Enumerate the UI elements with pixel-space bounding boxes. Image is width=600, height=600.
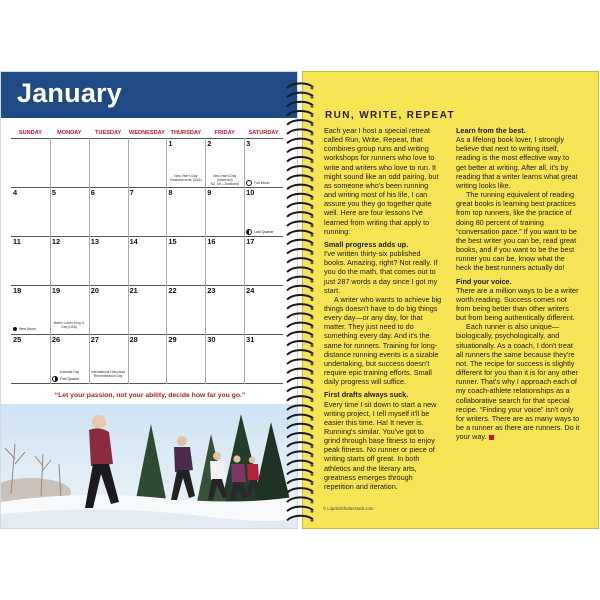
weekday-header: TUESDAY: [95, 130, 122, 136]
holiday-label: International Holocaust Remembrance Day: [91, 370, 125, 378]
binding-hole: [311, 225, 314, 228]
spiral-coil: [287, 231, 313, 236]
binding-hole: [311, 188, 314, 191]
binding-hole: [311, 123, 314, 126]
day-number[interactable]: 3: [246, 139, 251, 148]
spiral-coil: [287, 185, 313, 190]
moon-phase-label: First Quarter: [59, 377, 80, 381]
day-number[interactable]: 7: [129, 188, 134, 197]
weekday-header: MONDAY: [57, 130, 82, 136]
spiral-coil: [287, 470, 313, 475]
binding-hole: [311, 436, 314, 439]
month-title: January: [17, 78, 122, 108]
day-number[interactable]: 31: [246, 335, 255, 344]
end-mark-icon: [489, 435, 494, 440]
binding-hole: [311, 363, 314, 366]
binding-hole: [311, 215, 314, 218]
binding-hole: [311, 307, 314, 310]
binding-hole: [311, 445, 314, 448]
binding-hole: [311, 142, 314, 145]
spiral-coil: [287, 378, 313, 383]
day-number[interactable]: 2: [207, 139, 212, 148]
day-number[interactable]: 14: [129, 237, 138, 246]
binding-hole: [311, 482, 314, 485]
grid-line: [11, 383, 283, 384]
day-number[interactable]: 12: [51, 237, 61, 246]
section-paragraph-text: Each runner is also unique—biologically, psychologically, and situationally. As a coach, I don't treat all runners the same because they're not. The recipe for success is slightly different for you than it is for any other runner. That's why I approach each of my coach-athlete relationships as a collaborative search for that special recipe. “Finding your voice” isn't only for writers. There are as many ways to be a runner as there are runners. Do it your way.: [456, 322, 580, 442]
spiral-coil: [287, 129, 313, 134]
binding-hole: [311, 133, 314, 136]
day-number[interactable]: 23: [207, 286, 216, 295]
weekday-header: SATURDAY: [248, 130, 279, 136]
section-paragraph: I've written thirty-six published books. Amazing, right? Not really. If you do the math, that comes out to just 287 words a day since I got my start.: [324, 249, 438, 295]
spiral-coil: [287, 507, 313, 512]
spiral-coil: [287, 516, 313, 521]
binding-hole: [311, 280, 314, 283]
holiday-label: New Year's Day Kwanzaa ends (USA): [170, 174, 202, 182]
binding-hole: [311, 243, 314, 246]
spiral-coil: [287, 424, 313, 429]
day-number[interactable]: 13: [90, 237, 99, 246]
spiral-coil: [287, 341, 313, 346]
day-number[interactable]: 30: [207, 335, 216, 344]
grid-line: [89, 138, 90, 384]
moon-phase-icon: [13, 327, 17, 331]
spiral-coil: [287, 369, 313, 374]
weekday-header: THURSDAY: [170, 130, 202, 136]
spiral-coil: [287, 295, 313, 300]
spiral-coil: [287, 396, 313, 401]
section-paragraph: As a lifelong book lover, I strongly believe that next to writing itself, reading is the most effective way to get better at writing. After all, it's by reading that a writer learns what great writing looks like.: [456, 135, 578, 190]
article-page: [302, 71, 599, 529]
article-column-2: [456, 126, 580, 441]
binding-hole: [311, 519, 314, 522]
spiral-coil: [287, 461, 313, 466]
section-paragraph: [456, 322, 580, 441]
binding-hole: [311, 473, 314, 476]
day-number[interactable]: 5: [51, 188, 56, 197]
grid-line: [50, 138, 51, 384]
moon-phase: [246, 229, 273, 235]
binding-hole: [311, 317, 314, 320]
spiral-coil: [287, 442, 313, 447]
day-number[interactable]: 11: [13, 237, 21, 246]
spiral-coil: [287, 359, 313, 364]
article-column-1: [324, 126, 442, 491]
article-intro: Each year I host a special retreat called Run, Write, Repeat, that combines group runs and writing workshops for runners who love to write and writers who love to run. It might sound like an odd pairing, but as someone who's been running and writing most of his life, I can assure you they go together quite well. Here are four lessons I've learned from writing that apply to running:: [324, 126, 439, 236]
moon-phase: [13, 327, 36, 331]
weekday-header: SUNDAY: [18, 130, 42, 136]
binding-hole: [311, 501, 314, 504]
binding-hole: [311, 271, 314, 274]
binding-hole: [311, 353, 314, 356]
spiral-coil: [287, 313, 313, 318]
spiral-coil: [287, 387, 313, 392]
binding-hole: [311, 326, 314, 329]
spiral-coil: [287, 350, 313, 355]
spiral-coil: [287, 111, 313, 116]
spiral-coil: [287, 433, 313, 438]
spiral-coil: [287, 221, 313, 226]
binding-hole: [311, 390, 314, 393]
binding-hole: [311, 372, 314, 375]
moon-phase-label: Full Moon: [254, 181, 270, 185]
day-number[interactable]: 26: [51, 335, 61, 344]
binding-hole: [311, 455, 314, 458]
spiral-coil: [287, 332, 313, 337]
binding-hole: [311, 160, 314, 163]
moon-phase-label: New Moon: [19, 327, 36, 331]
section-paragraph: A writer who wants to achieve big things doesn't have to do big things every day—or any day, for that matter. They just need to do something every day. And it's the same for runners. Training for long-distance running events is a sizable undertaking, but success doesn't require epic training efforts. Small daily progress will suffice.: [324, 294, 442, 387]
month-header: [1, 72, 298, 118]
section-heading: Find your voice.: [456, 276, 512, 286]
binding-hole: [311, 206, 314, 209]
spiral-coil: [287, 277, 313, 282]
spiral-coil: [287, 451, 313, 456]
binding-hole: [311, 261, 314, 264]
day-number[interactable]: 21: [129, 286, 138, 295]
spiral-coil: [287, 240, 313, 245]
binding-hole: [311, 105, 314, 108]
spiral-coil: [287, 497, 313, 502]
day-number[interactable]: 8: [168, 188, 173, 197]
spiral-coil: [287, 83, 313, 88]
calendar-page: [0, 71, 298, 529]
section-heading: Small progress adds up.: [324, 239, 409, 249]
spiral-coil: [287, 102, 313, 107]
day-number[interactable]: 15: [168, 237, 177, 246]
spiral-coil: [287, 488, 313, 493]
spiral-coil: [287, 323, 313, 328]
binding-hole: [311, 114, 314, 117]
binding-hole: [311, 427, 314, 430]
binding-hole: [311, 491, 314, 494]
spiral-coil: [287, 157, 313, 162]
quote: “Let your passion, not your ability, decide how far you go.”: [54, 392, 246, 399]
calendar-grid: [11, 128, 283, 384]
runners-photo: [1, 404, 298, 529]
binding-hole: [311, 344, 314, 347]
spiral-coil: [287, 286, 313, 291]
spiral-coil: [287, 175, 313, 180]
day-number[interactable]: 28: [129, 335, 138, 344]
binding-hole: [311, 289, 314, 292]
binding-hole: [311, 381, 314, 384]
binding-hole: [311, 298, 314, 301]
moon-phase-label: Last Quarter: [254, 230, 274, 234]
spiral-coil: [287, 304, 313, 309]
binding-hole: [311, 197, 314, 200]
day-number[interactable]: 17: [246, 237, 255, 246]
day-number[interactable]: 20: [90, 286, 99, 295]
day-number[interactable]: 18: [13, 286, 22, 295]
article-title: RUN, WRITE, REPEAT: [325, 110, 456, 121]
section-paragraph: The running equivalent of reading great books is learning best practices from top runners, like the practice of doing 80 percent of training “conversation pace.” If you want to be the best writer you can be, read great books, and if you want to be the best runner you can be, know what the heck the best runners actually do!: [456, 190, 577, 273]
photo-credit: © Lopolo/Shutterstock.com: [323, 506, 374, 511]
binding-hole: [311, 464, 314, 467]
holiday-label: Australia Day: [59, 370, 80, 374]
moon-phase: [246, 180, 269, 186]
spiral-coil: [287, 258, 313, 263]
binding-hole: [311, 96, 314, 99]
section-heading: Learn from the best.: [456, 126, 526, 135]
spiral-coil: [287, 249, 313, 254]
spiral-coil: [287, 139, 313, 144]
spiral-binding-icon: [285, 71, 315, 529]
spiral-coil: [287, 479, 313, 484]
day-number[interactable]: 25: [13, 335, 22, 344]
binding-hole: [311, 409, 314, 412]
binding-hole: [311, 335, 314, 338]
day-number[interactable]: 29: [168, 335, 177, 344]
binding-hole: [311, 151, 314, 154]
spiral-coil: [287, 203, 313, 208]
moon-phase-icon: [52, 376, 58, 382]
spiral-coil: [287, 405, 313, 410]
spiral-coil: [287, 267, 313, 272]
holiday-label: Martin Luther King Jr. Day (USA): [53, 321, 85, 329]
spiral-coil: [287, 166, 313, 171]
spiral-coil: [287, 148, 313, 153]
day-number[interactable]: 9: [207, 188, 212, 197]
grid-line: [244, 138, 245, 384]
day-number[interactable]: 10: [246, 188, 255, 197]
moon-phase-icon: [246, 180, 252, 186]
binding-hole: [311, 510, 314, 513]
weekday-header: FRIDAY: [214, 130, 235, 136]
binding-hole: [311, 252, 314, 255]
day-number[interactable]: 1: [168, 139, 173, 148]
binding-hole: [311, 399, 314, 402]
day-number[interactable]: 22: [168, 286, 177, 295]
day-number[interactable]: 19: [51, 286, 61, 295]
binding-hole: [311, 179, 314, 182]
grid-line: [11, 138, 283, 139]
binding-hole: [311, 418, 314, 421]
weekday-header: WEDNESDAY: [129, 130, 165, 136]
grid-line: [128, 138, 129, 384]
day-number[interactable]: 16: [207, 237, 216, 246]
spiral-coil: [287, 93, 313, 98]
day-number[interactable]: 24: [246, 286, 255, 295]
moon-phase: [52, 376, 80, 382]
calendar-spread: [0, 71, 600, 529]
day-number[interactable]: 6: [90, 188, 95, 197]
section-heading: First drafts always suck.: [324, 390, 409, 400]
binding-hole: [311, 169, 314, 172]
moon-phase-icon: [246, 229, 252, 235]
spiral-coil: [287, 194, 313, 199]
day-number[interactable]: 4: [13, 188, 18, 197]
spiral-coil: [287, 212, 313, 217]
holiday-label: New Year's Day (observed) NZ, UK—Scotland): [210, 174, 239, 186]
day-number[interactable]: 27: [90, 335, 99, 344]
section-paragraph: Every time I sit down to start a new writing project, I tell myself it'll be easier this time. Ha! It never is. Running's similar. You've got to grind through base fitness to enjoy peak fitness. No runner or piece of writing starts off great. In both athletics and the literary arts, greatness emerges through repetition and iteration.: [324, 399, 437, 491]
binding-hole: [311, 87, 314, 90]
spiral-coil: [287, 120, 313, 125]
binding-hole: [311, 234, 314, 237]
section-paragraph: There are a million ways to be a writer worth reading. Success comes not from being better than other writers but from being authentically different.: [456, 285, 579, 323]
spiral-coil: [287, 415, 313, 420]
